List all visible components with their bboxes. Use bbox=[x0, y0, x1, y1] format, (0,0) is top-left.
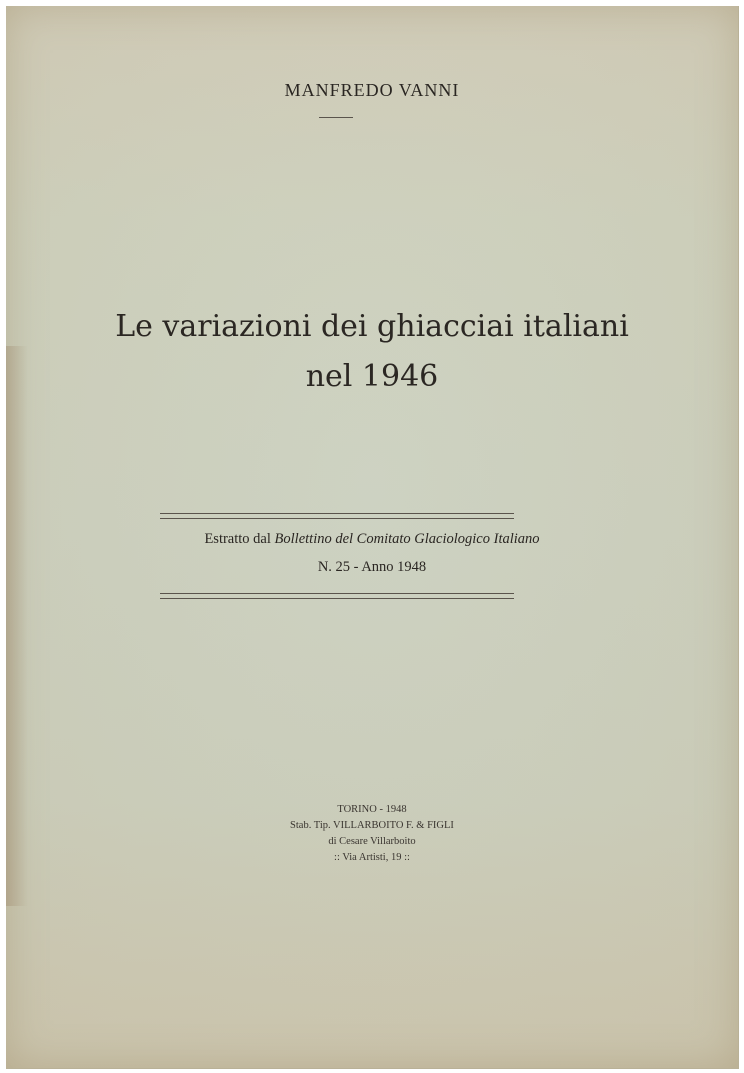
title-line-2: nel 1946 bbox=[305, 359, 439, 394]
imprint-address: :: Via Artisti, 19 :: bbox=[334, 852, 410, 863]
extract-line bbox=[6, 531, 738, 548]
journal-name: Bollettino del Comitato Glaciologico Italiano bbox=[274, 531, 540, 547]
document-cover bbox=[6, 6, 739, 1069]
double-rule-bottom bbox=[160, 593, 514, 599]
imprint-city-year: TORINO - 1948 bbox=[337, 804, 407, 815]
issue-line: N. 25 - Anno 1948 bbox=[317, 559, 427, 575]
author-divider bbox=[319, 117, 353, 118]
extract-prefix: Estratto dal bbox=[204, 531, 275, 547]
author-name: MANFREDO VANNI bbox=[284, 80, 460, 100]
imprint-block bbox=[6, 802, 738, 866]
imprint-printer: Stab. Tip. VILLARBOITO F. & FIGLI bbox=[290, 820, 454, 831]
double-rule-top bbox=[160, 513, 514, 519]
document-title bbox=[6, 302, 738, 402]
imprint-owner: di Cesare Villarboito bbox=[328, 836, 416, 847]
title-line-1: Le variazioni dei ghiacciai italiani bbox=[115, 309, 629, 344]
